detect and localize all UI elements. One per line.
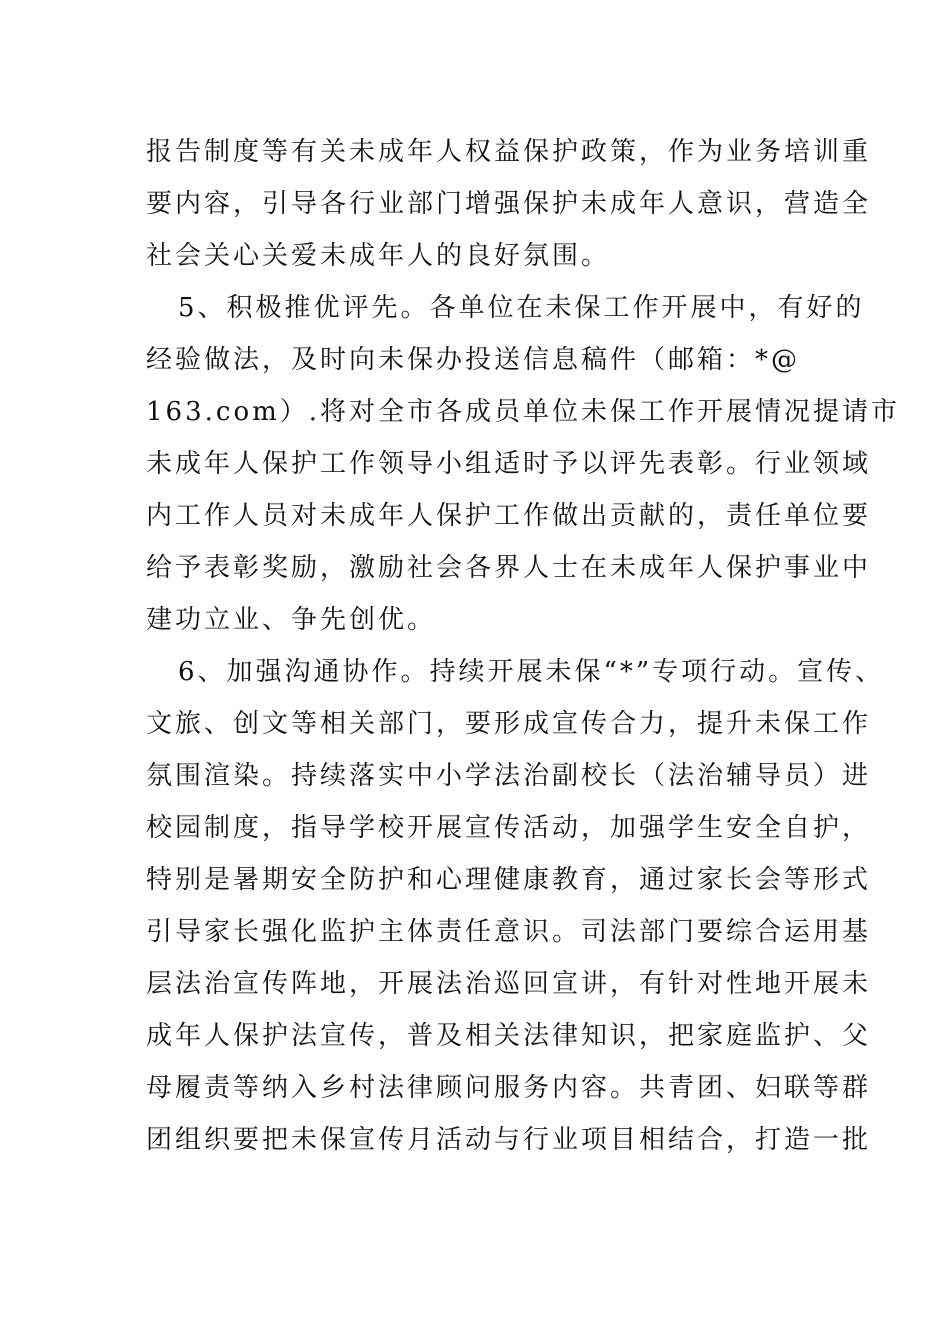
text-line: 母履责等纳入乡村法律顾问服务内容。共青团、妇联等群: [146, 1073, 872, 1103]
text-line: 未成年人保护工作领导小组适时予以评先表彰。行业领域: [146, 449, 872, 479]
text-line: 163.com）.将对全市各成员单位未保工作开展情况提请市: [146, 397, 901, 427]
text-line: 要内容，引导各行业部门增强保护未成年人意识，营造全: [146, 189, 872, 219]
text-line: 校园制度，指导学校开展宣传活动，加强学生安全自护，: [146, 813, 872, 843]
paragraph-6-heading-line: 6、加强沟通协作。持续开展未保“*”专项行动。宣传、: [178, 657, 885, 687]
text-line: 文旅、创文等相关部门，要形成宣传合力，提升未保工作: [146, 709, 872, 739]
text-line: 特别是暑期安全防护和心理健康教育，通过家长会等形式: [146, 865, 872, 895]
text-line: 给予表彰奖励，激励社会各界人士在未成年人保护事业中: [146, 553, 872, 583]
text-line: 社会关心关爱未成年人的良好氛围。: [146, 241, 611, 271]
text-line: 层法治宣传阵地，开展法治巡回宣讲，有针对性地开展未: [146, 969, 872, 999]
text-line: 建功立业、争先创优。: [146, 605, 437, 635]
text-line: 氛围渲染。持续落实中小学法治副校长（法治辅导员）进: [146, 761, 872, 791]
text-line: 经验做法，及时向未保办投送信息稿件（邮箱：*@: [146, 345, 801, 375]
paragraph-5-heading-line: 5、积极推优评先。各单位在未保工作开展中，有好的: [178, 293, 865, 323]
text-line: 团组织要把未保宣传月活动与行业项目相结合，打造一批: [146, 1125, 872, 1155]
text-line: 报告制度等有关未成年人权益保护政策，作为业务培训重: [146, 137, 872, 167]
text-line: 内工作人员对未成年人保护工作做出贡献的，责任单位要: [146, 501, 872, 531]
text-line: 引导家长强化监护主体责任意识。司法部门要综合运用基: [146, 917, 872, 947]
document-body: [146, 126, 901, 1166]
text-line: 成年人保护法宣传，普及相关法律知识，把家庭监护、父: [146, 1021, 872, 1051]
